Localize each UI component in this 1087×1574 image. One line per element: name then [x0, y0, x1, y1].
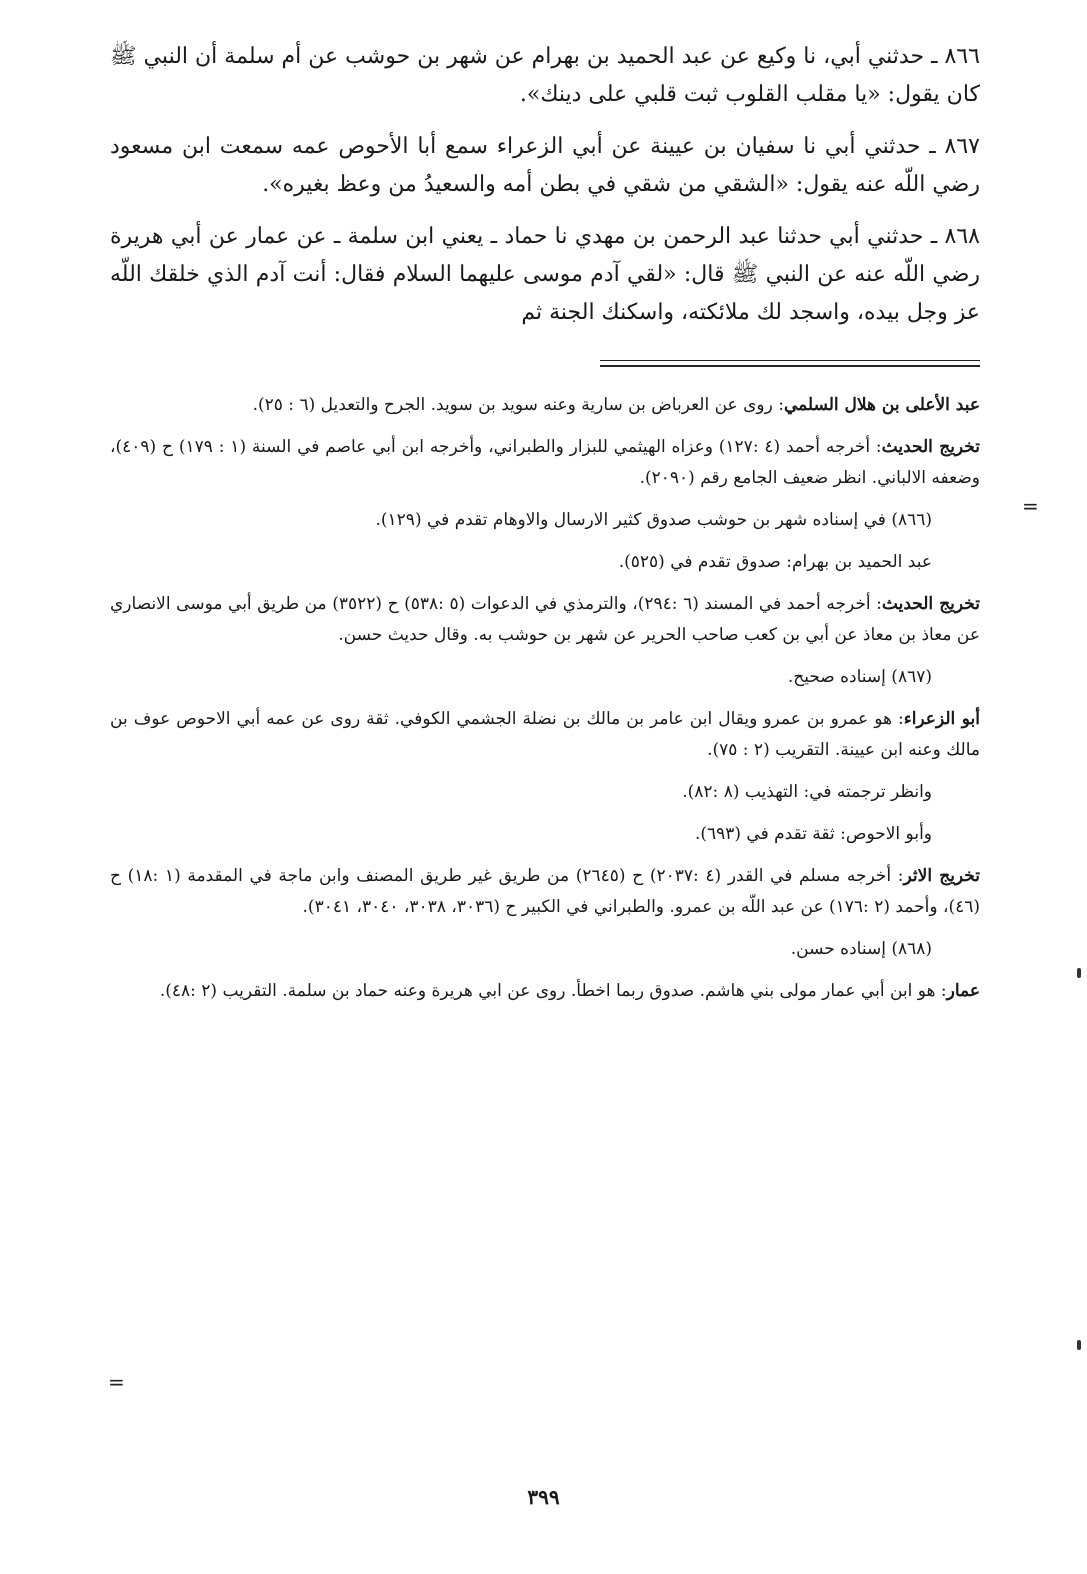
footnote-separator [110, 350, 980, 380]
continuation-mark-top: = [1022, 494, 1039, 518]
scan-edge-dot [1077, 968, 1081, 978]
footnote-text: (٨٦٦) في إسناده شهر بن حوشب صدوق كثير الارسال والاوهام تقدم في (١٢٩). [375, 510, 932, 530]
footnote [110, 547, 980, 578]
footnote-text: (٨٦٨) إسناده حسن. [790, 939, 932, 959]
footnote-text: عبد الحميد بن بهرام: صدوق تقدم في (٥٢٥). [618, 552, 932, 572]
footnote [110, 934, 980, 965]
footnote-text: : أخرجه مسلم في القدر (٤ :٢٠٣٧) ح (٢٦٤٥) من طريق غير طريق المصنف وابن ماجة في المقدمة (١ :١٨) ح (٤٦)، وأحمد (٢ :١٧٦) عن عبد اللّه بن عمرو. والطبراني في الكبير ح (٣٠٣٦، ٣٠٣٨، ٣٠٤٠، ٣٠٤١). [110, 866, 980, 917]
page-number: ٣٩٩ [527, 1485, 560, 1509]
hadith-868: ٨٦٨ ـ حدثني أبي حدثنا عبد الرحمن بن مهدي نا حماد ـ يعني ابن سلمة ـ عن عمار عن أبي هريرة رضي اللّه عنه عن النبي ﷺ قال: «لقي آدم موسى عليهما السلام فقال: أنت آدم الذي خلقك اللّه عز وجل بيده، واسجد لك ملائكته، واسكنك الجنة ثم [110, 224, 980, 325]
footnote-term: تخريج الحديث [881, 437, 981, 457]
footnote [110, 861, 980, 923]
page-body [110, 38, 980, 1018]
footnotes [110, 390, 980, 1007]
footnote-text: وانظر ترجمته في: التهذيب (٨ :٨٢). [682, 782, 932, 802]
footnote [110, 390, 980, 421]
footnote [110, 589, 980, 651]
footnote [110, 662, 980, 693]
footnote [110, 432, 980, 494]
hadith-866: ٨٦٦ ـ حدثني أبي، نا وكيع عن عبد الحميد بن بهرام عن شهر بن حوشب عن أم سلمة أن النبي ﷺ كان يقول: «يا مقلب القلوب ثبت قلبي على دينك». [110, 44, 980, 107]
footnote-text: : هو ابن أبي عمار مولى بني هاشم. صدوق ربما اخطأ. روى عن ابي هريرة وعنه حماد بن سلمة. التقريب (٢ :٤٨). [159, 981, 947, 1001]
footnote-term: أبو الزعراء [903, 709, 981, 729]
footnote-text: : هو عمرو بن عمرو ويقال ابن عامر بن مالك بن نضلة الجشمي الكوفي. ثقة روى عن عمه أبي الاحوص عوف بن مالك وعنه ابن عيينة. التقريب (٢ : ٧٥). [110, 709, 980, 760]
footnote [110, 819, 980, 850]
footnote-term: تخريج الحديث [881, 594, 980, 614]
footnote-term: عمار [946, 981, 980, 1001]
continuation-mark-bottom: = [108, 1370, 125, 1394]
footnote-text: : أخرجه أحمد (٤ :١٢٧) وعزاه الهيثمي للبزار والطبراني، وأخرجه ابن أبي عاصم في السنة (١ : ١٧٩) ح (٤٠٩)، وضعفه الالباني. انظر ضعيف الجامع رقم (٢٠٩٠). [110, 437, 980, 488]
footnote [110, 505, 980, 536]
footnote-text: : روى عن العرباض بن سارية وعنه سويد بن سويد. الجرح والتعديل (٦ : ٢٥). [252, 395, 784, 415]
footnote-text: وأبو الاحوص: ثقة تقدم في (٦٩٣). [694, 824, 932, 844]
scan-edge-dot [1077, 1340, 1081, 1350]
footnote-term: تخريج الاثر [903, 866, 981, 886]
hadith-867: ٨٦٧ ـ حدثني أبي نا سفيان بن عيينة عن أبي الزعراء سمع أبا الأحوص عمه سمعت ابن مسعود رضي اللّه عنه يقول: «الشقي من شقي في بطن أمه والسعيدُ من وعظ بغيره». [110, 134, 980, 197]
footnote-term: عبد الأعلى بن هلال السلمي [783, 395, 980, 415]
footnote [110, 704, 980, 766]
footnote [110, 976, 980, 1007]
footnote-text: : أخرجه أحمد في المسند (٦ :٢٩٤)، والترمذي في الدعوات (٥ :٥٣٨) ح (٣٥٢٢) من طريق أبي موسى الانصاري عن معاذ بن معاذ عن أبي بن كعب صاحب الحرير عن شهر بن حوشب به. وقال حديث حسن. [110, 594, 980, 645]
footnote [110, 777, 980, 808]
footnote-text: (٨٦٧) إسناده صحيح. [787, 667, 932, 687]
